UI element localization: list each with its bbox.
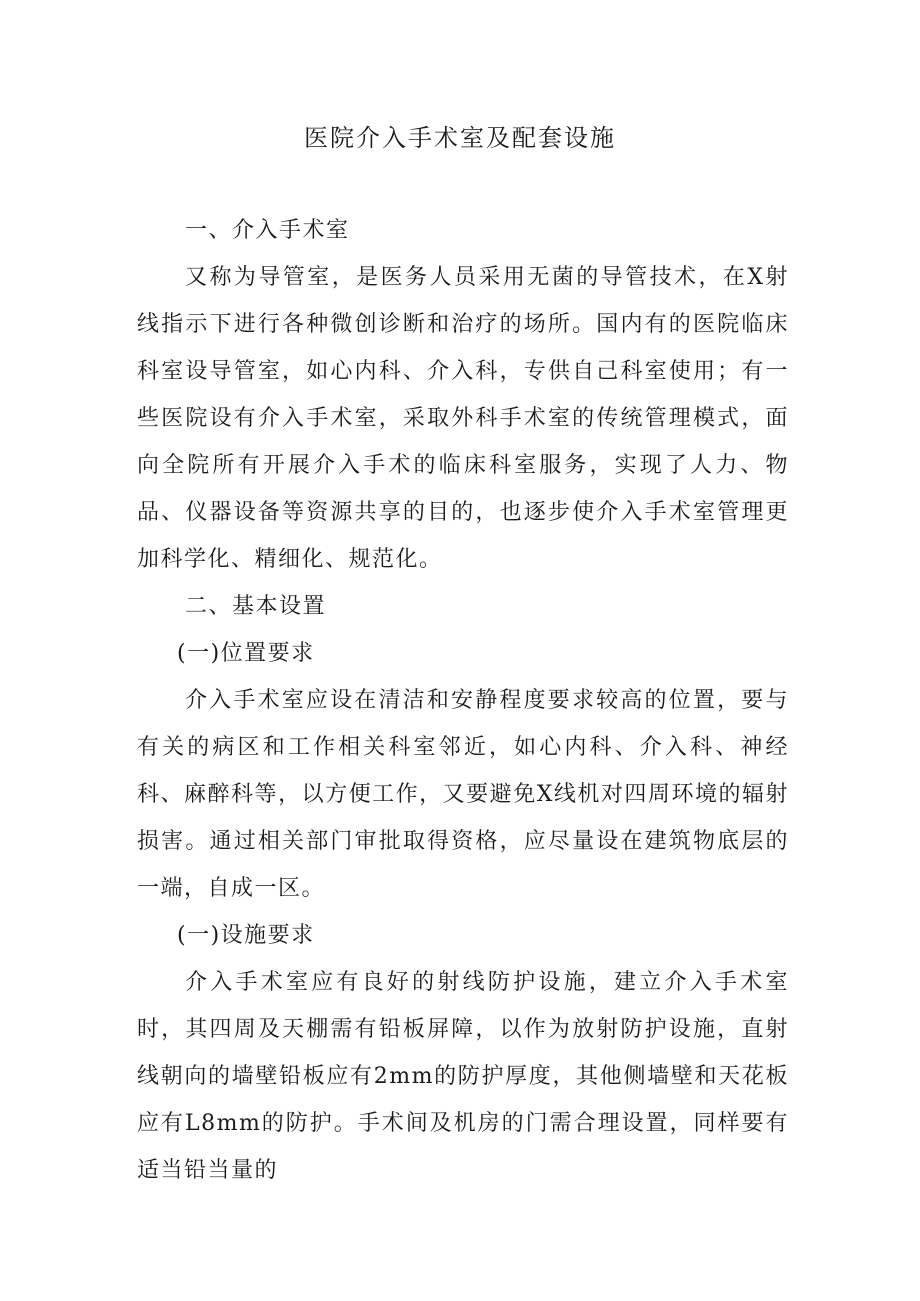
paragraph-definition: 又称为导管室，是医务人员采用无菌的导管技术，在X射线指示下进行各种微创诊断和治疗的场所。国内有的医院临床科室设导管室，如心内科、介入科，专供自己科室使用；有一些医院设有介入手术室，采取外科手术室的传统管理模式，面向全院所有开展介入手术的临床科室服务，实现了人力、物品、仪器设备等资源共享的目的，也逐步使介入手术室管理更加科学化、精细化、规范化。 xyxy=(137,265,789,572)
document-body xyxy=(137,207,789,1194)
subsection-heading-location: (一)位置要求 xyxy=(177,641,315,666)
subsection-heading-facilities: (一)设施要求 xyxy=(177,923,315,948)
paragraph-facilities: 介入手术室应有良好的射线防护设施，建立介入手术室时，其四周及天棚需有铅板屏障，以作为放射防护设施，直射线朝向的墙壁铅板应有2mm的防护厚度，其他侧墙壁和天花板应有L8mm的防护。手术间及机房的门需合理设置，同样要有适当铅当量的 xyxy=(137,970,789,1183)
document-title: 医院介入手术室及配套设施 xyxy=(304,124,616,152)
section-heading-basic-setup: 二、基本设置 xyxy=(185,594,327,619)
paragraph-location: 介入手术室应设在清洁和安静程度要求较高的位置，要与有关的病区和工作相关科室邻近，如心内科、介入科、神经科、麻醉科等，以方便工作，又要避免X线机对四周环境的辐射损害。通过相关部门审批取得资格，应尽量设在建筑物底层的一端，自成一区。 xyxy=(137,688,789,901)
section-heading-intervention-room: 一、介入手术室 xyxy=(185,218,350,243)
